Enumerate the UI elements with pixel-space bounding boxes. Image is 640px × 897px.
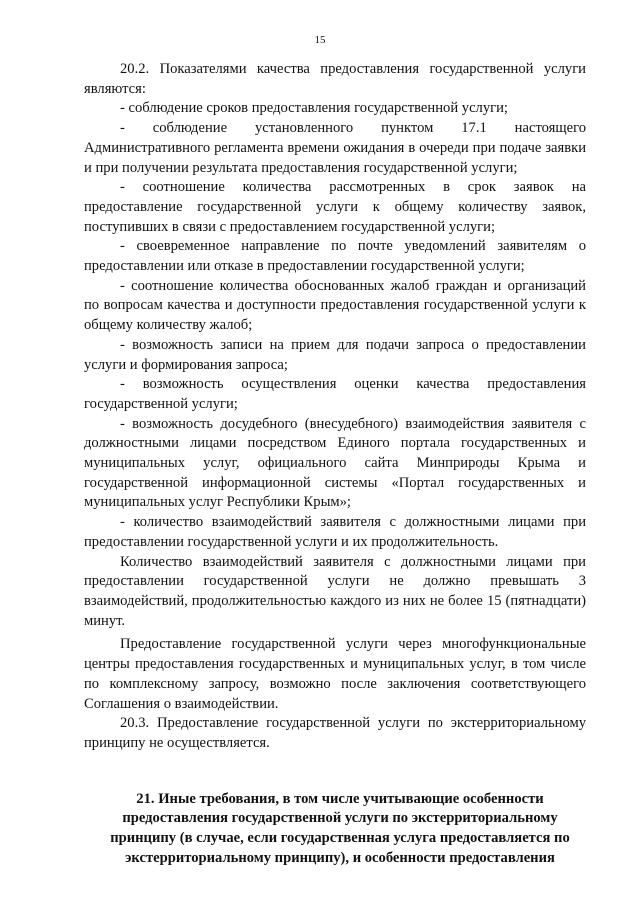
- section-heading-21: 21. Иные требования, в том числе учитывающие особенности предоставления государственной услуги по экстерриториальному принципу (в случае, если государственная услуга предоставляется по экстерриториальному принципу), и особенности предоставления: [110, 790, 570, 866]
- list-item-pretrial-interaction: - возможность досудебного (внесудебного) взаимодействия заявителя с должностными лицами посредством Единого портала государственных и муниципальных услуг, официального сайта Минприроды Крыма и государственной информационной системы «Портал государственных и муниципальных услуг Республики Крым»;: [84, 415, 586, 511]
- page-number: 15: [314, 34, 326, 46]
- list-item-interaction-count: - количество взаимодействий заявителя с должностными лицами при предоставлении государственной услуги и их продолжительность.: [84, 514, 586, 550]
- list-item-appointment: - возможность записи на прием для подачи запроса о предоставлении услуги и формирования запроса;: [84, 336, 586, 373]
- list-item-deadlines: - соблюдение сроков предоставления государственной услуги;: [120, 100, 508, 117]
- paragraph-20-2-intro: 20.2. Показателями качества предоставления государственной услуги являются:: [84, 61, 586, 97]
- list-item-complaints-ratio: - соотношение количества обоснованных жалоб граждан и организаций по вопросам качества и доступности предоставления государственной услуги к общему количеству жалоб;: [84, 277, 586, 334]
- paragraph-mfc: Предоставление государственной услуги через многофункциональные центры предоставления государственных и муниципальных услуг, в том числе по комплексному запросу, возможно после заключения соответствующего Соглашения о взаимодействии.: [84, 636, 586, 712]
- list-item-waiting-time: - соблюдение установленного пунктом 17.1 настоящего Административного регламента времени ожидания в очереди при подаче заявки и при получении результата предоставления государственной услуги;: [84, 120, 586, 176]
- list-item-mail-notifications: - своевременное направление по почте уведомлений заявителям о предоставлении или отказе в предоставлении государственной услуги;: [84, 238, 586, 275]
- list-item-quality-assessment: - возможность осуществления оценки качества предоставления государственной услуги;: [84, 376, 586, 412]
- paragraph-interaction-limit: Количество взаимодействий заявителя с должностными лицами при предоставлении государственной услуги не должно превышать 3 взаимодействий, продолжительностью каждого из них не более 15 (пятнадцати) минут.: [84, 553, 586, 629]
- paragraph-20-3: 20.3. Предоставление государственной услуги по экстерриториальному принципу не осуществляется.: [84, 715, 586, 751]
- list-item-requests-ratio: - соотношение количества рассмотренных в срок заявок на предоставление государственной услуги к общему количеству заявок, поступивших в связи с предоставлением государственной услуги;: [84, 179, 586, 235]
- document-body: [84, 60, 586, 754]
